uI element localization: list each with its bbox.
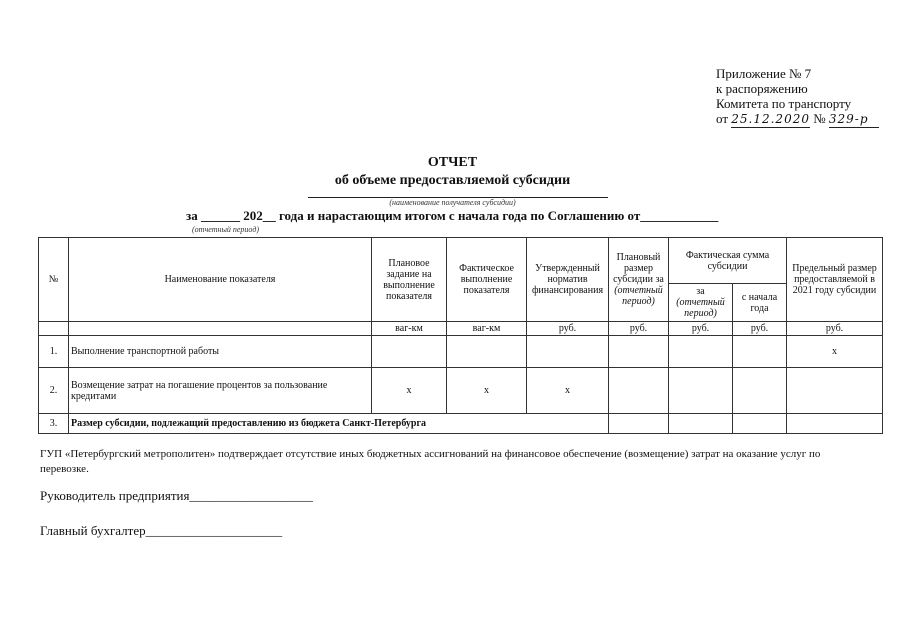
row-name: Выполнение транспортной работы [69, 336, 372, 368]
row-name: Возмещение затрат на погашение процентов за пользование кредитами [69, 368, 372, 414]
number-prefix: № [813, 111, 826, 126]
period-caption: (отчетный период) [192, 225, 260, 234]
unit-cell: ваг-км [372, 322, 447, 336]
header-planned-subsidy [609, 238, 669, 322]
units-row [39, 322, 883, 336]
actual-for-label: за [696, 286, 705, 297]
row-cell [609, 336, 669, 368]
row-cell [669, 368, 733, 414]
appendix-line-2: к распоряжению [716, 81, 808, 96]
row-cell [787, 368, 883, 414]
unit-cell: руб. [787, 322, 883, 336]
appendix-date-line [716, 111, 879, 128]
appendix-line-3: Комитета по транспорту [716, 96, 852, 111]
row-cell [733, 368, 787, 414]
header-num: № [39, 238, 69, 322]
row-cell [733, 336, 787, 368]
row-num: 3. [39, 414, 69, 434]
row-cell: x [372, 368, 447, 414]
row-cell [733, 414, 787, 434]
table-row [39, 336, 883, 368]
planned-subsidy-label: Плановый размер субсидии за [613, 252, 664, 285]
header-actual-for-period [669, 284, 733, 322]
table-row [39, 368, 883, 414]
header-plan-task: Плановое задание на выполнение показателя [372, 238, 447, 322]
unit-cell: ваг-км [447, 322, 527, 336]
recipient-caption: (наименование получателя субсидии) [389, 198, 516, 207]
row-num: 2. [39, 368, 69, 414]
row-cell: x [447, 368, 527, 414]
table-row [39, 414, 883, 434]
row-cell [447, 336, 527, 368]
row-cell: x [527, 368, 609, 414]
report-table [38, 237, 883, 434]
row-cell [609, 368, 669, 414]
row-cell: x [787, 336, 883, 368]
header-name: Наименование показателя [69, 238, 372, 322]
header-since-start: с начала года [733, 284, 787, 322]
unit-cell: руб. [527, 322, 609, 336]
row-cell [669, 336, 733, 368]
row-cell [609, 414, 669, 434]
row-cell [787, 414, 883, 434]
accountant-signature: Главный бухгалтер_____________________ [40, 523, 283, 538]
header-actual-sum: Фактическая сумма субсидии [669, 238, 787, 284]
unit-cell: руб. [733, 322, 787, 336]
header-actual-performance: Фактическое выполнение показателя [447, 238, 527, 322]
header-norm: Утвержденный норматив финансирования [527, 238, 609, 322]
header-max-size: Предельный размер предоставляемой в 2021 году субсидии [787, 238, 883, 322]
unit-cell: руб. [609, 322, 669, 336]
confirmation-text: ГУП «Петербургский метрополитен» подтверждает отсутствие иных бюджетных ассигнований на финансовое обеспечение (возмещение) затрат на оказание услуг по перевозке. [40, 448, 821, 475]
report-title: ОТЧЕТ [427, 155, 478, 170]
director-signature: Руководитель предприятия___________________ [40, 488, 313, 503]
planned-subsidy-period: (отчетный период) [614, 285, 663, 307]
row-cell [527, 336, 609, 368]
unit-cell: руб. [669, 322, 733, 336]
handwritten-number: 329-р [829, 112, 879, 128]
report-subtitle: об объеме предоставляемой субсидии [334, 173, 571, 188]
handwritten-date: 25.12.2020 [731, 112, 810, 126]
appendix-line-1: Приложение № 7 [716, 66, 812, 81]
date-prefix: от [716, 111, 729, 126]
period-line: за ______ 202__ года и нарастающим итогом с начала года по Соглашению от____________ [186, 208, 719, 223]
appendix-block [716, 66, 879, 128]
row-num: 1. [39, 336, 69, 368]
row-cell [372, 336, 447, 368]
row-name: Размер субсидии, подлежащий предоставлению из бюджета Санкт-Петербурга [69, 414, 609, 434]
row-cell [669, 414, 733, 434]
actual-for-period: (отчетный период) [676, 297, 725, 319]
